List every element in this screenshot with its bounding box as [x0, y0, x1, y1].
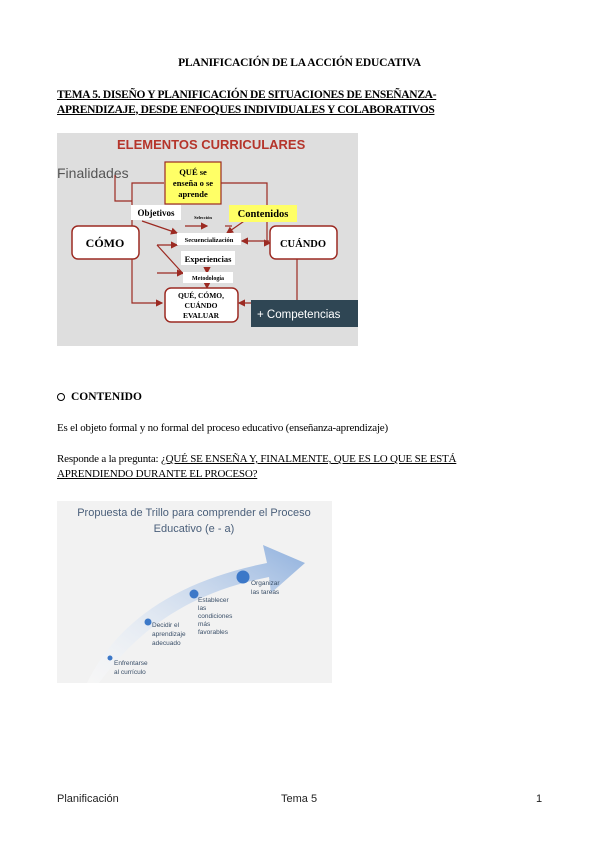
competencias-label: + Competencias [257, 309, 341, 321]
step2-dot [145, 619, 152, 626]
question-paragraph [57, 452, 527, 482]
step3-line4: más [198, 621, 211, 628]
step3-line3: condiciones [198, 613, 233, 620]
secuencializacion-label: Secuencialización [184, 237, 234, 244]
step3-line2: las [198, 605, 207, 612]
contenido-heading-text: CONTENIDO [71, 391, 142, 403]
evaluar-line2: CUÁNDO [184, 301, 218, 310]
curricular-elements-figure [57, 133, 358, 346]
step3-line5: favorables [198, 629, 228, 636]
finalidades-label: Finalidades [57, 165, 129, 181]
trillo-proposal-figure [57, 501, 332, 683]
step2-line2: aprendizaje [152, 631, 186, 638]
step1-line1: Enfrentarse [114, 660, 148, 667]
footer-left: Planificación [57, 793, 119, 805]
que-line3: aprende [178, 189, 208, 199]
metodologia-label: Metodología [192, 276, 224, 282]
cuando-label: CUÁNDO [279, 239, 327, 250]
step4-line2: las tareas [251, 589, 280, 596]
seleccion-label: Selección [194, 215, 212, 220]
topic-subtitle: TEMA 5. DISEÑO Y PLANIFICACIÓN DE SITUACIONES DE ENSEÑANZA-APRENDIZAJE, DESDE ENFOQUES INDIVIDUALES Y COLABORATIVOS [57, 89, 437, 116]
que-line2: enseña o se [172, 178, 214, 188]
evaluar-line3: EVALUAR [182, 311, 220, 320]
contenido-heading [57, 391, 142, 403]
page-number: 1 [536, 793, 543, 805]
figure1-heading: ELEMENTOS CURRICULARES [117, 137, 306, 152]
step1-line2: al currículo [114, 669, 146, 676]
figure2-title-line1: Propuesta de Trillo para comprender el Proceso [77, 507, 311, 519]
evaluar-line1: QUÉ, CÓMO, [177, 291, 225, 300]
que-line1: QUÉ se [179, 167, 207, 177]
definition-paragraph: Es el objeto formal y no formal del proceso educativo (enseñanza-aprendizaje) [57, 422, 388, 434]
step1-dot [108, 656, 113, 661]
circle-bullet-icon [57, 393, 65, 401]
document-title: PLANIFICACIÓN DE LA ACCIÓN EDUCATIVA [178, 57, 421, 69]
contenidos-label: Contenidos [237, 209, 289, 220]
figure2-title-line2: Educativo (e - a) [153, 523, 235, 535]
question-text: ¿QUÉ SE ENSEÑA Y, FINALMENTE, QUE ES LO QUE SE ESTÁ APRENDIENDO DURANTE EL PROCESO? [57, 453, 457, 480]
step4-dot [237, 571, 250, 584]
step3-line1: Establecer [198, 597, 229, 604]
como-label: CÓMO [85, 236, 125, 250]
step2-line3: adecuado [152, 640, 181, 647]
step4-line1: Organizar [251, 580, 280, 587]
question-prefix: Responde a la pregunta: [57, 453, 161, 465]
objetivos-label: Objetivos [137, 208, 175, 218]
experiencias-label: Experiencias [184, 254, 232, 264]
footer-center: Tema 5 [281, 793, 318, 805]
step2-line1: Decidir el [152, 622, 180, 629]
